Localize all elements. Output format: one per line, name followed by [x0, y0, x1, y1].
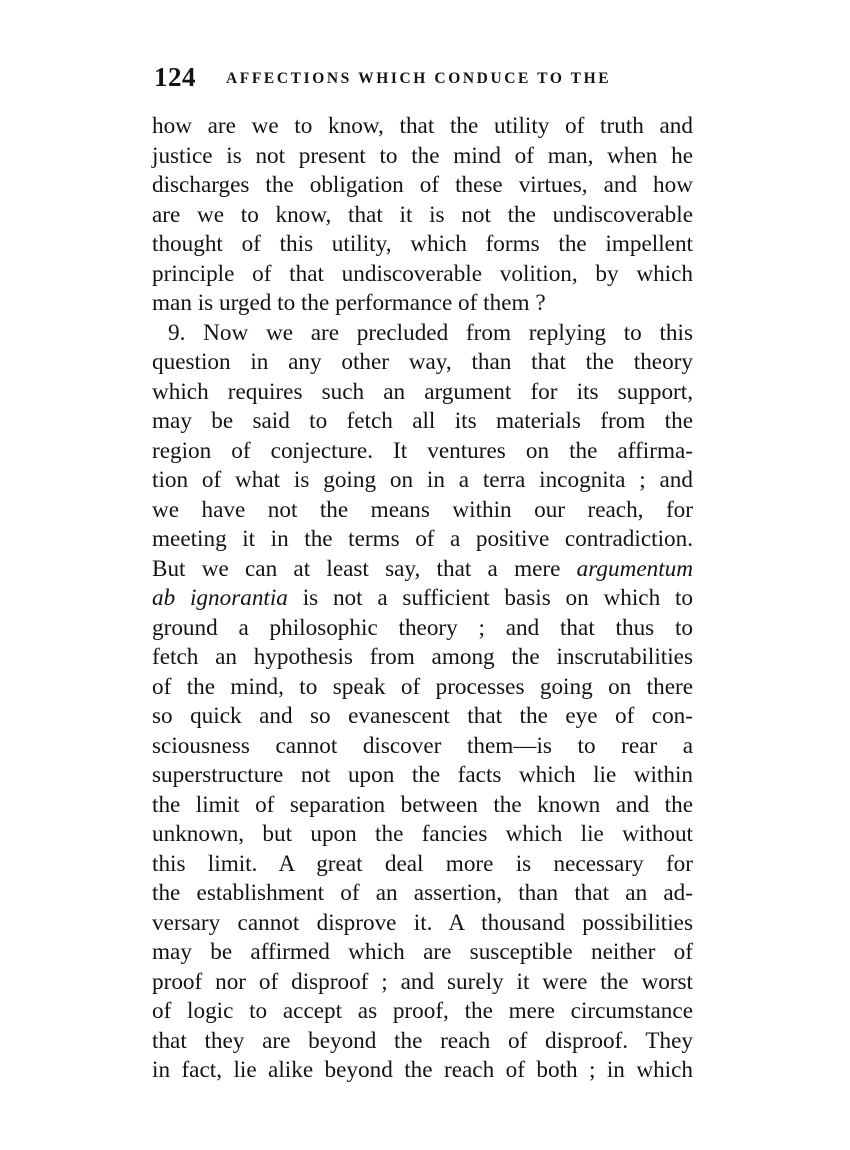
- text-line: justice is not present to the mind of man, when he: [152, 142, 693, 169]
- page-number: 124: [154, 62, 196, 92]
- text-line: unknown, but upon the fancies which lie without: [152, 821, 693, 847]
- text-line: are we to know, that it is not the undiscoverable: [152, 201, 693, 228]
- text-line: fetch an hypothesis from among the inscrutabilities: [152, 644, 693, 670]
- text-line: thought of this utility, which forms the impellent: [152, 231, 693, 257]
- text-line: which requires such an argument for its support,: [152, 378, 693, 405]
- text-segment: But we can at least say, that a mere: [152, 555, 561, 582]
- text-line: we have not the means within our reach, for: [152, 496, 693, 523]
- text-line: meeting it in the terms of a positive contradiction.: [152, 526, 693, 552]
- text-line: proof nor of disproof ; and surely it were the worst: [152, 968, 693, 995]
- text-line: discharges the obligation of these virtues, and how: [152, 172, 693, 198]
- text-line: principle of that undiscoverable volition, by which: [152, 260, 693, 287]
- text-line: question in any other way, than that the theory: [152, 349, 693, 375]
- text-line: tion of what is going on in a terra incognita ; and: [152, 467, 693, 493]
- text-line: that they are beyond the reach of disproof. They: [152, 1027, 693, 1054]
- text-line: this limit. A great deal more is necessary for: [152, 850, 693, 877]
- text-segment: is not a sufficient basis on which to: [302, 585, 693, 611]
- text-line: sciousness cannot discover them—is to rear a: [152, 732, 693, 759]
- text-line-with-italic: [152, 584, 693, 614]
- page-header: [154, 62, 694, 94]
- text-line-with-italic: [152, 555, 693, 585]
- text-line: so quick and so evanescent that the eye of con-: [152, 703, 693, 729]
- text-line: how are we to know, that the utility of truth and: [152, 113, 693, 139]
- text-line: the establishment of an assertion, than that an ad-: [152, 880, 693, 906]
- italic-phrase: ab ignorantia: [152, 585, 288, 611]
- running-title: AFFECTIONS WHICH CONDUCE TO THE: [226, 70, 612, 87]
- italic-phrase: argumentum: [576, 555, 693, 582]
- body-text: [152, 112, 693, 1086]
- text-line: region of conjecture. It ventures on the affirma-: [152, 437, 693, 464]
- text-line: the limit of separation between the known and the: [152, 791, 693, 818]
- text-line: in fact, lie alike beyond the reach of both ; in which: [152, 1057, 693, 1083]
- text-line: superstructure not upon the facts which lie within: [152, 762, 693, 788]
- text-line: versary cannot disprove it. A thousand possibilities: [152, 909, 693, 936]
- text-line: may be said to fetch all its materials from the: [152, 408, 693, 434]
- text-line: of the mind, to speak of processes going on there: [152, 673, 693, 700]
- text-line: ground a philosophic theory ; and that thus to: [152, 614, 693, 641]
- text-line: may be affirmed which are susceptible neither of: [152, 939, 693, 965]
- text-line: of logic to accept as proof, the mere circumstance: [152, 998, 693, 1024]
- text-line: man is urged to the performance of them ?: [152, 290, 546, 316]
- paragraph-start-line: 9. Now we are precluded from replying to this: [168, 319, 693, 346]
